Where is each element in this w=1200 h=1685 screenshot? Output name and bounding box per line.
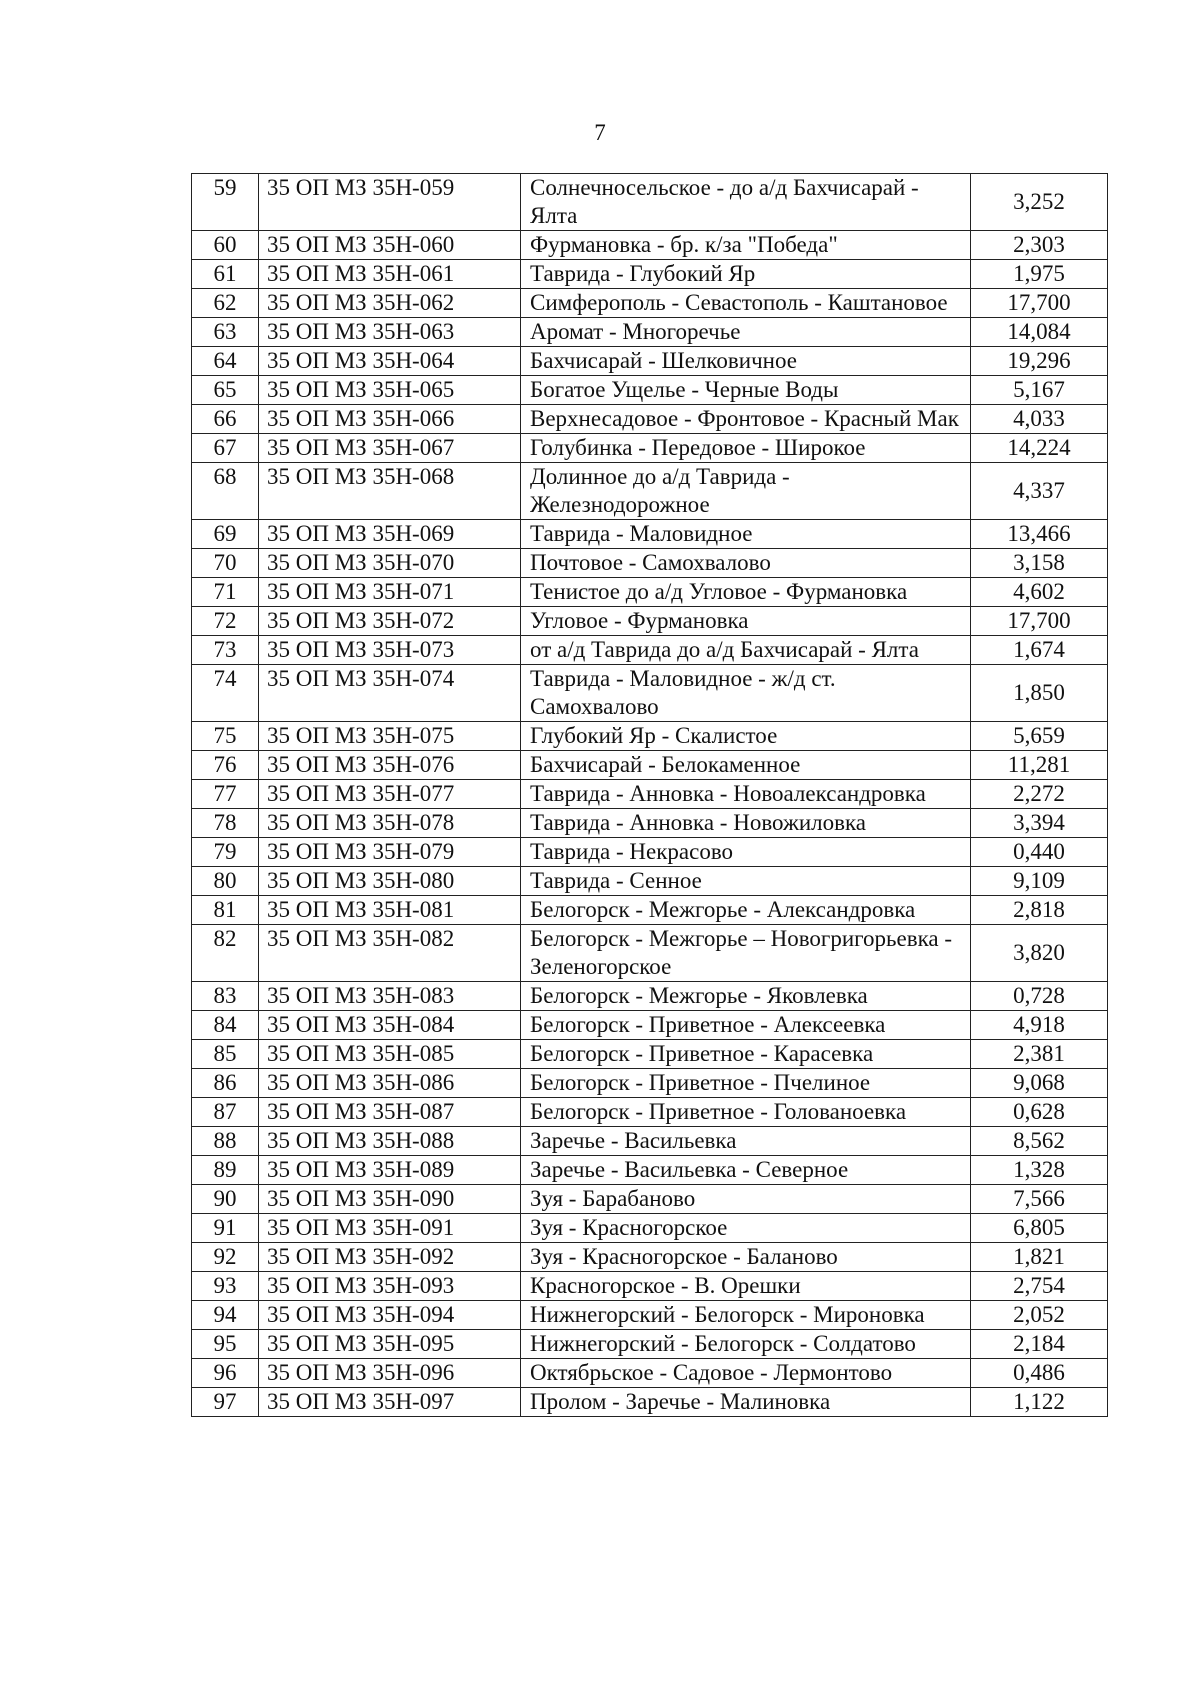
table-row xyxy=(192,867,1108,896)
road-name: Заречье - Васильевка xyxy=(521,1127,971,1156)
road-length: 1,821 xyxy=(971,1243,1108,1272)
road-length: 2,303 xyxy=(971,231,1108,260)
road-code: 35 ОП МЗ 35Н-060 xyxy=(259,231,521,260)
road-code: 35 ОП МЗ 35Н-086 xyxy=(259,1069,521,1098)
road-name: Бахчисарай - Шелковичное xyxy=(521,347,971,376)
road-code: 35 ОП МЗ 35Н-062 xyxy=(259,289,521,318)
road-code: 35 ОП МЗ 35Н-084 xyxy=(259,1011,521,1040)
road-name: Белогорск - Приветное - Голованоевка xyxy=(521,1098,971,1127)
roads-table xyxy=(191,173,1108,1417)
road-name: Пролом - Заречье - Малиновка xyxy=(521,1388,971,1417)
road-name: Фурмановка - бр. к/за "Победа" xyxy=(521,231,971,260)
road-code: 35 ОП МЗ 35Н-077 xyxy=(259,780,521,809)
table-row xyxy=(192,318,1108,347)
table-row xyxy=(192,405,1108,434)
road-code: 35 ОП МЗ 35Н-089 xyxy=(259,1156,521,1185)
table-row xyxy=(192,463,1108,520)
road-length: 2,754 xyxy=(971,1272,1108,1301)
row-number: 87 xyxy=(192,1098,259,1127)
table-row xyxy=(192,1272,1108,1301)
row-number: 71 xyxy=(192,578,259,607)
road-name: Долинное до а/д Таврида - Железнодорожное xyxy=(521,463,971,520)
road-code: 35 ОП МЗ 35Н-069 xyxy=(259,520,521,549)
table-row xyxy=(192,347,1108,376)
road-length: 2,184 xyxy=(971,1330,1108,1359)
road-code: 35 ОП МЗ 35Н-070 xyxy=(259,549,521,578)
row-number: 80 xyxy=(192,867,259,896)
row-number: 77 xyxy=(192,780,259,809)
row-number: 86 xyxy=(192,1069,259,1098)
table-row xyxy=(192,289,1108,318)
road-length: 2,052 xyxy=(971,1301,1108,1330)
road-length: 9,068 xyxy=(971,1069,1108,1098)
road-length: 1,122 xyxy=(971,1388,1108,1417)
row-number: 88 xyxy=(192,1127,259,1156)
road-name: Бахчисарай - Белокаменное xyxy=(521,751,971,780)
road-name: Таврида - Некрасово xyxy=(521,838,971,867)
row-number: 93 xyxy=(192,1272,259,1301)
road-code: 35 ОП МЗ 35Н-087 xyxy=(259,1098,521,1127)
row-number: 92 xyxy=(192,1243,259,1272)
road-code: 35 ОП МЗ 35Н-068 xyxy=(259,463,521,520)
table-row xyxy=(192,925,1108,982)
road-length: 3,820 xyxy=(971,925,1108,982)
table-row xyxy=(192,809,1108,838)
row-number: 94 xyxy=(192,1301,259,1330)
road-name: Зуя - Красногорское xyxy=(521,1214,971,1243)
row-number: 63 xyxy=(192,318,259,347)
road-length: 2,272 xyxy=(971,780,1108,809)
road-code: 35 ОП МЗ 35Н-097 xyxy=(259,1388,521,1417)
road-length: 1,975 xyxy=(971,260,1108,289)
road-length: 4,918 xyxy=(971,1011,1108,1040)
table-row xyxy=(192,722,1108,751)
road-name: Верхнесадовое - Фронтовое - Красный Мак xyxy=(521,405,971,434)
table-row xyxy=(192,665,1108,722)
road-name: Таврида - Маловидное xyxy=(521,520,971,549)
road-name: Заречье - Васильевка - Северное xyxy=(521,1156,971,1185)
road-code: 35 ОП МЗ 35Н-075 xyxy=(259,722,521,751)
road-code: 35 ОП МЗ 35Н-081 xyxy=(259,896,521,925)
table-row xyxy=(192,1388,1108,1417)
row-number: 91 xyxy=(192,1214,259,1243)
road-code: 35 ОП МЗ 35Н-074 xyxy=(259,665,521,722)
table-row xyxy=(192,549,1108,578)
road-length: 1,850 xyxy=(971,665,1108,722)
road-length: 9,109 xyxy=(971,867,1108,896)
road-length: 0,628 xyxy=(971,1098,1108,1127)
road-name: Красногорское - В. Орешки xyxy=(521,1272,971,1301)
row-number: 62 xyxy=(192,289,259,318)
road-name: Зуя - Барабаново xyxy=(521,1185,971,1214)
row-number: 66 xyxy=(192,405,259,434)
table-row xyxy=(192,1040,1108,1069)
road-code: 35 ОП МЗ 35Н-072 xyxy=(259,607,521,636)
road-length: 2,818 xyxy=(971,896,1108,925)
table-row xyxy=(192,636,1108,665)
road-name: Глубокий Яр - Скалистое xyxy=(521,722,971,751)
row-number: 59 xyxy=(192,174,259,231)
row-number: 64 xyxy=(192,347,259,376)
row-number: 73 xyxy=(192,636,259,665)
table-row xyxy=(192,260,1108,289)
road-length: 1,674 xyxy=(971,636,1108,665)
road-name: Октябрьское - Садовое - Лермонтово xyxy=(521,1359,971,1388)
road-length: 7,566 xyxy=(971,1185,1108,1214)
row-number: 69 xyxy=(192,520,259,549)
road-name: Богатое Ущелье - Черные Воды xyxy=(521,376,971,405)
road-code: 35 ОП МЗ 35Н-063 xyxy=(259,318,521,347)
table-row xyxy=(192,607,1108,636)
road-code: 35 ОП МЗ 35Н-071 xyxy=(259,578,521,607)
road-code: 35 ОП МЗ 35Н-064 xyxy=(259,347,521,376)
road-code: 35 ОП МЗ 35Н-092 xyxy=(259,1243,521,1272)
table-row xyxy=(192,434,1108,463)
road-name: Аромат - Многоречье xyxy=(521,318,971,347)
road-name: Белогорск - Приветное - Карасевка xyxy=(521,1040,971,1069)
road-length: 0,440 xyxy=(971,838,1108,867)
table-row xyxy=(192,231,1108,260)
road-name: Белогорск - Межгорье - Александровка xyxy=(521,896,971,925)
row-number: 65 xyxy=(192,376,259,405)
road-length: 11,281 xyxy=(971,751,1108,780)
table-row xyxy=(192,1185,1108,1214)
road-name: Таврида - Анновка - Новожиловка xyxy=(521,809,971,838)
road-length: 5,659 xyxy=(971,722,1108,751)
road-code: 35 ОП МЗ 35Н-059 xyxy=(259,174,521,231)
row-number: 95 xyxy=(192,1330,259,1359)
table-row xyxy=(192,1214,1108,1243)
road-code: 35 ОП МЗ 35Н-094 xyxy=(259,1301,521,1330)
table-row xyxy=(192,1069,1108,1098)
road-name: Белогорск - Межгорье – Новогригорьевка - Зеленогорское xyxy=(521,925,971,982)
row-number: 72 xyxy=(192,607,259,636)
table-row xyxy=(192,1156,1108,1185)
row-number: 74 xyxy=(192,665,259,722)
row-number: 70 xyxy=(192,549,259,578)
row-number: 60 xyxy=(192,231,259,260)
road-code: 35 ОП МЗ 35Н-091 xyxy=(259,1214,521,1243)
road-name: от а/д Таврида до а/д Бахчисарай - Ялта xyxy=(521,636,971,665)
table-row xyxy=(192,780,1108,809)
road-name: Нижнегорский - Белогорск - Солдатово xyxy=(521,1330,971,1359)
roads-table-body xyxy=(192,174,1108,1417)
road-code: 35 ОП МЗ 35Н-095 xyxy=(259,1330,521,1359)
road-name: Голубинка - Передовое - Широкое xyxy=(521,434,971,463)
road-name: Таврида - Глубокий Яр xyxy=(521,260,971,289)
table-row xyxy=(192,1011,1108,1040)
road-code: 35 ОП МЗ 35Н-080 xyxy=(259,867,521,896)
row-number: 78 xyxy=(192,809,259,838)
row-number: 82 xyxy=(192,925,259,982)
table-row xyxy=(192,376,1108,405)
road-length: 3,158 xyxy=(971,549,1108,578)
road-length: 0,728 xyxy=(971,982,1108,1011)
road-code: 35 ОП МЗ 35Н-082 xyxy=(259,925,521,982)
road-name: Таврида - Маловидное - ж/д ст. Самохвалово xyxy=(521,665,971,722)
road-name: Тенистое до а/д Угловое - Фурмановка xyxy=(521,578,971,607)
road-code: 35 ОП МЗ 35Н-073 xyxy=(259,636,521,665)
road-code: 35 ОП МЗ 35Н-090 xyxy=(259,1185,521,1214)
table-row xyxy=(192,520,1108,549)
row-number: 61 xyxy=(192,260,259,289)
road-code: 35 ОП МЗ 35Н-083 xyxy=(259,982,521,1011)
road-length: 1,328 xyxy=(971,1156,1108,1185)
table-row xyxy=(192,1301,1108,1330)
road-name: Таврида - Сенное xyxy=(521,867,971,896)
table-row xyxy=(192,982,1108,1011)
row-number: 67 xyxy=(192,434,259,463)
table-row xyxy=(192,1359,1108,1388)
row-number: 89 xyxy=(192,1156,259,1185)
road-length: 4,337 xyxy=(971,463,1108,520)
table-row xyxy=(192,1330,1108,1359)
road-length: 0,486 xyxy=(971,1359,1108,1388)
table-row xyxy=(192,1098,1108,1127)
road-name: Солнечносельское - до а/д Бахчисарай - Ялта xyxy=(521,174,971,231)
road-code: 35 ОП МЗ 35Н-085 xyxy=(259,1040,521,1069)
road-code: 35 ОП МЗ 35Н-066 xyxy=(259,405,521,434)
road-name: Нижнегорский - Белогорск - Мироновка xyxy=(521,1301,971,1330)
road-code: 35 ОП МЗ 35Н-078 xyxy=(259,809,521,838)
road-code: 35 ОП МЗ 35Н-067 xyxy=(259,434,521,463)
road-code: 35 ОП МЗ 35Н-088 xyxy=(259,1127,521,1156)
road-name: Белогорск - Межгорье - Яковлевка xyxy=(521,982,971,1011)
road-name: Симферополь - Севастополь - Каштановое xyxy=(521,289,971,318)
road-code: 35 ОП МЗ 35Н-061 xyxy=(259,260,521,289)
row-number: 83 xyxy=(192,982,259,1011)
road-name: Белогорск - Приветное - Алексеевка xyxy=(521,1011,971,1040)
table-row xyxy=(192,1127,1108,1156)
row-number: 96 xyxy=(192,1359,259,1388)
row-number: 81 xyxy=(192,896,259,925)
road-length: 13,466 xyxy=(971,520,1108,549)
page-number: 7 xyxy=(594,120,606,145)
road-name: Угловое - Фурмановка xyxy=(521,607,971,636)
road-length: 3,252 xyxy=(971,174,1108,231)
road-code: 35 ОП МЗ 35Н-093 xyxy=(259,1272,521,1301)
row-number: 85 xyxy=(192,1040,259,1069)
road-length: 6,805 xyxy=(971,1214,1108,1243)
road-name: Белогорск - Приветное - Пчелиное xyxy=(521,1069,971,1098)
row-number: 97 xyxy=(192,1388,259,1417)
row-number: 75 xyxy=(192,722,259,751)
road-name: Таврида - Анновка - Новоалександровка xyxy=(521,780,971,809)
road-code: 35 ОП МЗ 35Н-096 xyxy=(259,1359,521,1388)
road-length: 19,296 xyxy=(971,347,1108,376)
row-number: 76 xyxy=(192,751,259,780)
road-code: 35 ОП МЗ 35Н-079 xyxy=(259,838,521,867)
road-length: 2,381 xyxy=(971,1040,1108,1069)
table-row xyxy=(192,174,1108,231)
table-row xyxy=(192,838,1108,867)
road-length: 4,033 xyxy=(971,405,1108,434)
table-row xyxy=(192,1243,1108,1272)
road-length: 17,700 xyxy=(971,607,1108,636)
road-name: Зуя - Красногорское - Баланово xyxy=(521,1243,971,1272)
table-row xyxy=(192,896,1108,925)
row-number: 84 xyxy=(192,1011,259,1040)
road-length: 3,394 xyxy=(971,809,1108,838)
road-name: Почтовое - Самохвалово xyxy=(521,549,971,578)
row-number: 90 xyxy=(192,1185,259,1214)
row-number: 79 xyxy=(192,838,259,867)
road-code: 35 ОП МЗ 35Н-065 xyxy=(259,376,521,405)
row-number: 68 xyxy=(192,463,259,520)
table-row xyxy=(192,578,1108,607)
road-code: 35 ОП МЗ 35Н-076 xyxy=(259,751,521,780)
road-length: 17,700 xyxy=(971,289,1108,318)
road-length: 5,167 xyxy=(971,376,1108,405)
road-length: 14,084 xyxy=(971,318,1108,347)
table-row xyxy=(192,751,1108,780)
road-length: 4,602 xyxy=(971,578,1108,607)
road-length: 8,562 xyxy=(971,1127,1108,1156)
road-length: 14,224 xyxy=(971,434,1108,463)
